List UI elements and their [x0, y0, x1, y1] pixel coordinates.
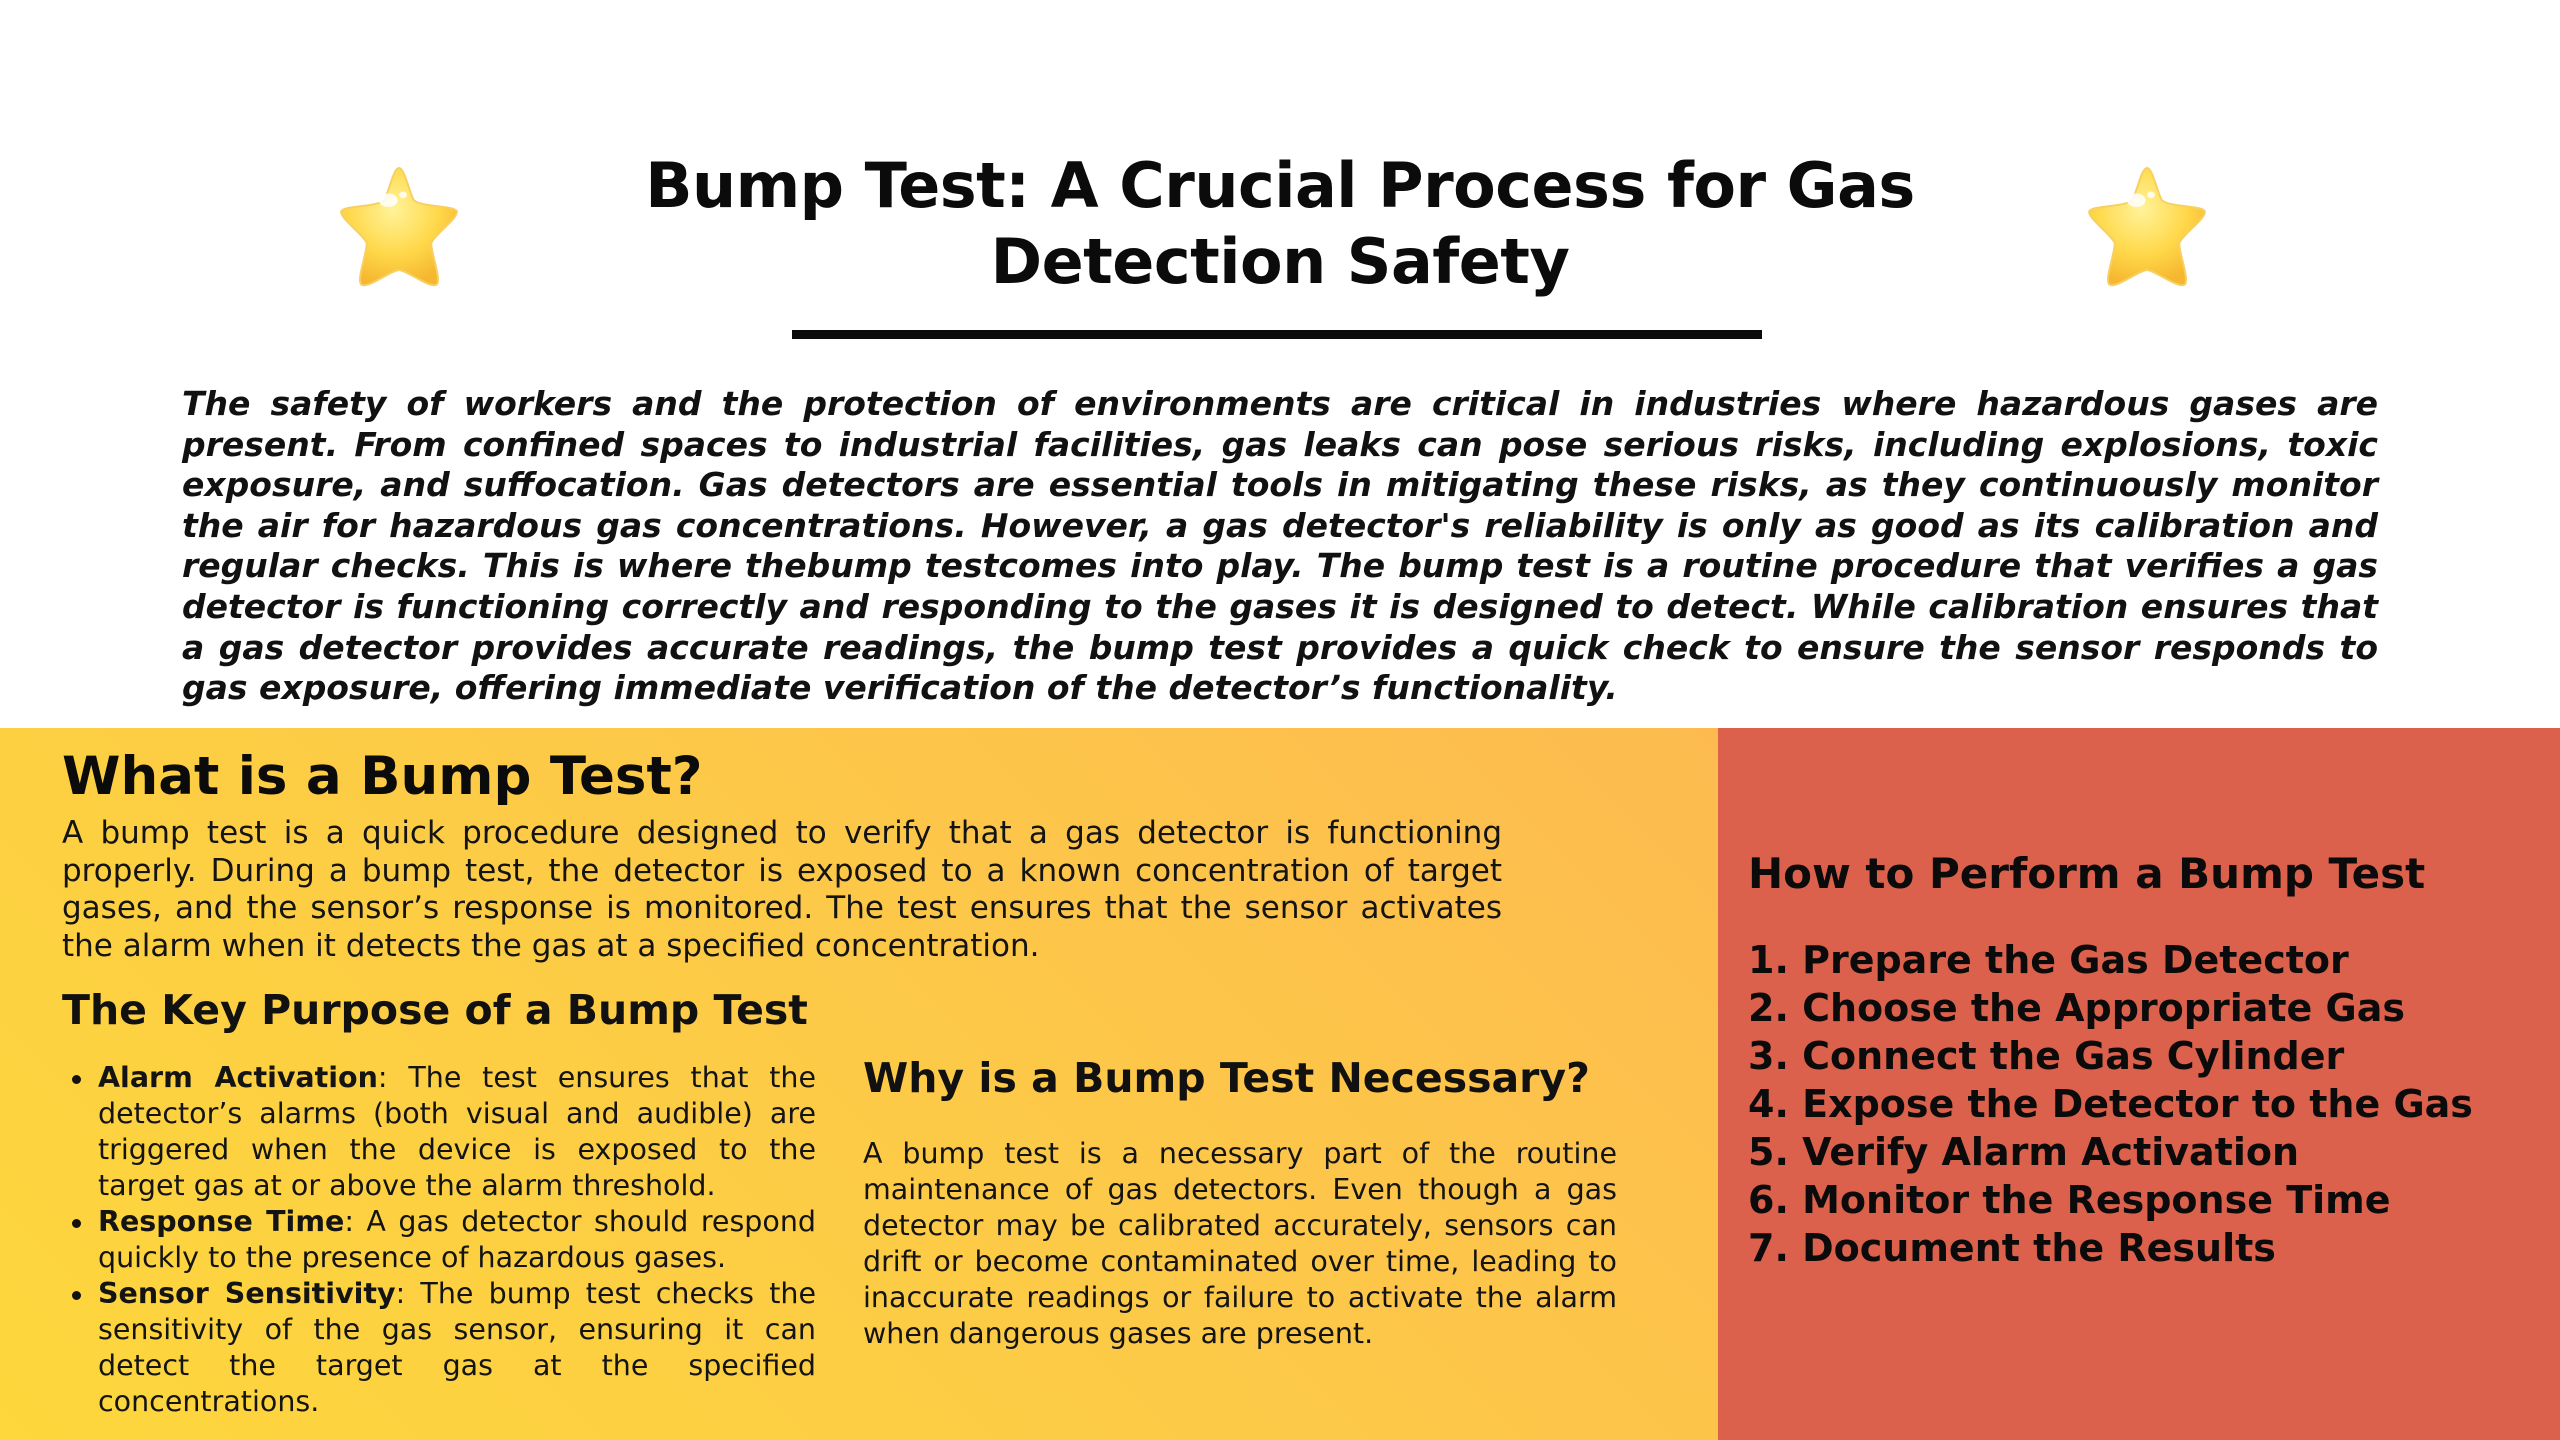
why-heading: Why is a Bump Test Necessary? — [863, 1054, 1590, 1102]
what-heading: What is a Bump Test? — [62, 746, 703, 807]
title-line-2: Detection Safety — [990, 225, 1570, 298]
list-item — [62, 1060, 816, 1204]
step-item: 1. Prepare the Gas Detector — [1748, 938, 2349, 982]
step-item: 4. Expose the Detector to the Gas — [1748, 1082, 2473, 1126]
bullet-text: : A gas detector should respond quickly to the presence of hazardous gases. — [98, 1205, 816, 1274]
purpose-list — [62, 1060, 816, 1420]
bullet-text: : The test ensures that the detector’s alarms (both visual and audible) are triggered when the device is exposed to the target gas at or above the alarm threshold. — [98, 1061, 816, 1202]
list-item — [62, 1276, 816, 1420]
why-body: A bump test is a necessary part of the routine maintenance of gas detectors. Even though a gas detector may be calibrated accurately, sensors can drift or become contaminated over time, leading to inaccurate readings or failure to activate the alarm when dangerous gases are present. — [863, 1137, 1617, 1350]
bullet-term: Alarm Activation — [98, 1061, 378, 1094]
bullet-term: Response Time — [98, 1205, 345, 1238]
how-heading: How to Perform a Bump Test — [1748, 849, 2426, 898]
page-title — [560, 148, 2000, 300]
purpose-heading: The Key Purpose of a Bump Test — [62, 986, 808, 1034]
step-item: 2. Choose the Appropriate Gas — [1748, 986, 2405, 1030]
title-line-1: Bump Test: A Crucial Process for Gas — [645, 149, 1915, 222]
step-item: 7. Document the Results — [1748, 1226, 2276, 1270]
step-item: 6. Monitor the Response Time — [1748, 1178, 2391, 1222]
step-item: 3. Connect the Gas Cylinder — [1748, 1034, 2345, 1078]
star-icon — [330, 160, 468, 294]
steps-list — [1748, 936, 2538, 1272]
list-item — [62, 1204, 816, 1276]
bullet-term: Sensor Sensitivity — [98, 1277, 396, 1310]
title-underline — [792, 330, 1762, 339]
intro-paragraph: The safety of workers and the protection of environments are critical in industries where hazardous gases are present. From confined spaces to industrial facilities, gas leaks can pose serious risks, including explosions, toxic exposure, and suffocation. Gas detectors are essential tools in mitigating these risks, as they continuously monitor the air for hazardous gas concentrations. However, a gas detector's reliability is only as good as its calibration and regular checks. This is where thebump testcomes into play. The bump test is a routine procedure that verifies a gas detector is functioning correctly and responding to the gases it is designed to detect. While calibration ensures that a gas detector provides accurate readings, the bump test provides a quick check to ensure the sensor responds to gas exposure, offering immediate verification of the detector’s functionality. — [182, 384, 2378, 708]
bullet-text: : The bump test checks the sensitivity of the gas sensor, ensuring it can detect the target gas at the specified concentrations. — [98, 1277, 816, 1418]
what-body: A bump test is a quick procedure designed to verify that a gas detector is functioning properly. During a bump test, the detector is exposed to a known concentration of target gases, and the sensor’s response is monitored. The test ensures that the sensor activates the alarm when it detects the gas at a specified concentration. — [62, 815, 1502, 964]
step-item: 5. Verify Alarm Activation — [1748, 1130, 2300, 1174]
star-icon — [2078, 160, 2216, 294]
